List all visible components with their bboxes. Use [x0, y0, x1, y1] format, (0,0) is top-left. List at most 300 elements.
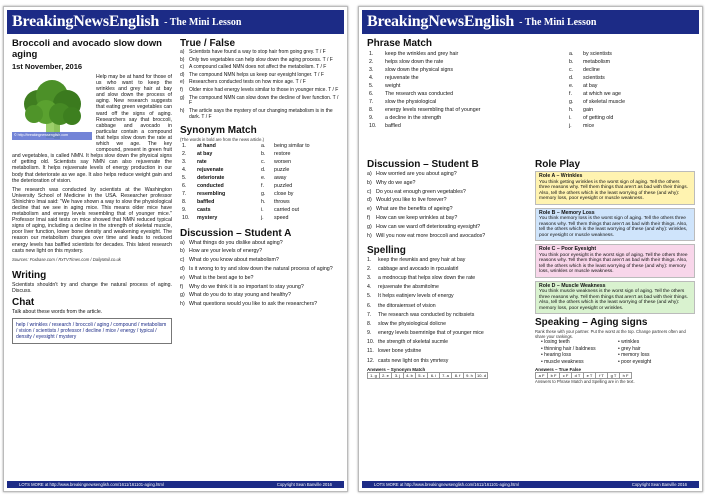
spelling-number: 9.	[367, 330, 372, 337]
speaking-list	[535, 339, 695, 365]
banner-subtitle: - The Mini Lesson	[164, 16, 242, 28]
spelling-number: 10.	[367, 339, 375, 346]
page-banner	[362, 10, 699, 34]
synonym-row	[180, 198, 312, 206]
discussion-question	[367, 189, 527, 195]
tf-item	[180, 50, 340, 56]
synonym-row	[180, 206, 312, 214]
tf-letter: c)	[180, 64, 185, 71]
question-text: How can we ward off deteriorating eyesight?	[376, 223, 481, 230]
spelling-phrase: cabbage and avocado in rpcualatirl	[378, 265, 459, 272]
question-text: What do you know about metabolism?	[189, 257, 279, 264]
tf-item	[180, 80, 340, 86]
question-text: Why do we think it is so important to stay young?	[189, 283, 304, 290]
phrase-number: 4.	[369, 75, 374, 81]
spelling-number: 4.	[367, 284, 372, 291]
page-banner	[7, 10, 344, 34]
question-letter: b)	[367, 179, 372, 186]
question-letter: b)	[180, 248, 185, 255]
spelling-phrase: the strength of skeletal sucmle	[378, 339, 449, 346]
phrase-number: 3.	[369, 67, 374, 73]
answer-cell: 2. e	[380, 372, 392, 378]
phrase-end: scientists	[583, 75, 605, 81]
footer-link[interactable]: LOTS MORE at http://www.breakingnewsenglish.com/1611/161101-aging.html	[19, 482, 164, 487]
phrase-start: rejuvenate the	[385, 75, 419, 81]
synonym-number: 1.	[182, 142, 187, 149]
tf-item	[180, 88, 340, 94]
answer-cell: 10. d	[477, 372, 486, 378]
synonym-letter: g.	[261, 190, 266, 197]
synonym-meaning: being similar to	[274, 142, 310, 149]
synonym-word: at bay	[197, 150, 213, 157]
chat-instruction: Talk about these words from the article.	[12, 308, 103, 315]
spelling-item	[367, 303, 527, 309]
answer-cell: 9. h	[464, 372, 476, 378]
answer-cell: 1. g	[368, 372, 380, 378]
discussion-b-list	[367, 171, 527, 239]
spelling-item	[367, 330, 527, 336]
synonym-number: 7.	[182, 190, 187, 197]
question-letter: e)	[367, 206, 372, 213]
tf-statement: A compound called NMN does not affect the metabolism. T / F	[189, 64, 327, 71]
synonym-number: 2.	[182, 150, 187, 157]
spelling-item	[367, 339, 527, 345]
phrase-end: mice	[583, 123, 595, 129]
discussion-question	[180, 266, 340, 272]
question-text: Why do we age?	[376, 179, 416, 186]
exercise-column	[180, 38, 340, 310]
phrase-letter: b.	[569, 59, 574, 65]
synonym-meaning: throws	[274, 198, 290, 205]
discussion-question	[180, 284, 340, 290]
answer-cell: f T	[596, 373, 608, 379]
article-column	[12, 38, 172, 344]
tf-item	[180, 73, 340, 79]
answer-cell: a F	[536, 373, 548, 379]
synonym-row	[180, 166, 312, 174]
synonym-match-heading: Synonym Match	[180, 124, 257, 136]
article-paragraph-1: Help may be at hand for those of us who want to keep the wrinkles and grey hair at bay and slow down the process of aging. New research suggests that eating green vegetables can ward off the signs of aging. Researchers say that broccoli, cabbage and avocado in particular contain a compound that helps slow down the rate at which we age. The key compound, present in green fruit and vegetables, is called NMN. It helps slow down the physical signs of getting old. Scientists say NMN can also rejuvenate the metabolism. It helps rejuvenate levels of energy production in our body that deteriorate as we age. It also helps reduce weight gain and the deterioration of vision.	[12, 74, 172, 184]
discussion-a-list	[180, 240, 340, 308]
brand-title: BreakingNewsEnglish	[367, 13, 515, 30]
question-text: Will you now eat more broccoli and avocados?	[376, 232, 486, 239]
tf-item	[180, 65, 340, 71]
discussion-question	[367, 180, 527, 186]
phrase-start: The research was conducted	[385, 91, 454, 97]
discussion-question	[367, 171, 527, 177]
answer-row	[368, 372, 488, 378]
synonym-word: baffled	[197, 198, 215, 205]
role-card	[535, 171, 695, 205]
answer-cell: 6. i	[428, 372, 440, 378]
synonym-number: 4.	[182, 166, 187, 173]
banner-subtitle: - The Mini Lesson	[519, 16, 597, 28]
article-sources: Sources: Foxbase.com / RxTVTimes.com / DailyMail.co.uk	[12, 256, 121, 262]
synonym-number: 6.	[182, 182, 187, 189]
phrase-number: 9.	[369, 115, 374, 121]
discussion-question	[180, 275, 340, 281]
synonym-word: conducted	[197, 182, 224, 189]
synonym-number: 8.	[182, 198, 187, 205]
synonym-row	[180, 142, 312, 150]
discussion-question	[180, 301, 340, 307]
tf-statement: The compound NMN helps us keep our eyesight longer. T / F	[189, 71, 324, 78]
discussion-question	[367, 206, 527, 212]
phrase-row	[367, 98, 695, 106]
answer-cell: g T	[608, 373, 620, 379]
phrase-start: baffled	[385, 123, 401, 129]
answer-cell: c F	[560, 373, 572, 379]
tf-letter: h)	[180, 107, 185, 114]
synonym-letter: j.	[261, 214, 264, 221]
phrase-letter: d.	[569, 75, 574, 81]
synonym-row	[180, 214, 312, 222]
spelling-number: 6.	[367, 302, 372, 309]
tf-letter: e)	[180, 79, 185, 86]
spelling-number: 12.	[367, 357, 375, 364]
question-letter: c)	[367, 188, 372, 195]
spelling-item	[367, 321, 527, 327]
spelling-phrase: rejuvenate the absmitolme	[378, 284, 439, 291]
phrase-number: 7.	[369, 99, 374, 105]
phrase-start: slow the physiological	[385, 99, 437, 105]
role-play-heading: Role Play	[535, 159, 581, 170]
spelling-phrase: It helps eatinjerv levels of energy	[378, 293, 454, 300]
synonym-letter: h.	[261, 198, 266, 205]
phrase-row	[367, 50, 695, 58]
synonym-letter: c.	[261, 158, 266, 165]
phrase-letter: f.	[569, 91, 572, 97]
spelling-heading: Spelling	[367, 244, 406, 256]
spelling-phrase: energy levels bsemrinlge that of younger mice	[378, 330, 484, 337]
tf-letter: g)	[180, 94, 185, 101]
writing-heading: Writing	[12, 269, 47, 281]
phrase-end: of getting old	[583, 115, 614, 121]
true-false-list	[180, 50, 340, 121]
page-footer	[7, 481, 344, 488]
synonym-row	[180, 182, 312, 190]
question-text: What questions would you like to ask the researchers?	[189, 301, 318, 308]
phrase-number: 6.	[369, 91, 374, 97]
question-text: Do you eat enough green vegetables?	[376, 188, 466, 195]
synonym-letter: e.	[261, 174, 266, 181]
synonym-meaning: carried out	[274, 206, 300, 213]
answer-cell: 5. c	[416, 372, 428, 378]
question-letter: a)	[180, 239, 185, 246]
spelling-item	[367, 312, 527, 318]
spelling-item	[367, 358, 527, 364]
question-letter: f)	[367, 214, 371, 221]
phrase-letter: c.	[569, 67, 574, 73]
synonym-number: 9.	[182, 206, 187, 213]
question-letter: h)	[180, 301, 185, 308]
spelling-phrase: a modnocup that helps slow down the rate	[378, 274, 476, 281]
speaking-heading: Speaking – Aging signs	[535, 317, 648, 328]
tf-item	[180, 109, 340, 121]
synonym-letter: b.	[261, 150, 266, 157]
footer-copyright: Copyright Sean Banville 2016	[631, 482, 687, 487]
tf-statement: Scientists have found a way to stop hair from going grey. T / F	[189, 49, 326, 55]
discussion-b-heading: Discussion – Student B	[367, 159, 479, 170]
article-paragraph-2: The research was conducted by scientists at the Washington University School of Medicine in the USA. Researcher professor Shinichiro Imai said: "We have shown a way to slow the physiological decline that we see in aging mice. This means older mice have metabolism and energy levels resembling that of younger mice." Professor Imai said tests on mice showed that NMN reduced typical signs of aging, including a decline in the strength of skeletal muscle, poor liver function, lower bone density and weakening eyesight. The reason our metabolism changes over time and leads to reduced energy levels has baffled scientists for decades. This latest research casts new light on this mystery.	[12, 186, 172, 254]
phrase-start: keep the wrinkles and grey hair	[385, 51, 459, 57]
question-letter: f)	[180, 283, 184, 290]
phrase-row	[367, 114, 695, 122]
question-text: Is it wrong to try and slow down the natural process of aging?	[189, 265, 333, 272]
speaking-item: • grey hair	[618, 346, 695, 353]
answer-cell: 7. a	[440, 372, 452, 378]
phrase-end: of skeletal muscle	[583, 99, 626, 105]
synonym-word: at hand	[197, 142, 216, 149]
role-card-title: Role D – Muscle Weakness	[539, 282, 606, 289]
question-text: How can we keep wrinkles at bay?	[376, 214, 458, 221]
discussion-question	[180, 240, 340, 246]
phrase-start: weight	[385, 83, 401, 89]
question-letter: g)	[180, 292, 185, 299]
phrase-match-section	[367, 38, 695, 130]
spelling-phrase: slow the physiological dolicne	[378, 320, 447, 327]
discussion-a-heading: Discussion – Student A	[180, 227, 292, 239]
phrase-number: 2.	[369, 59, 374, 65]
page-footer	[362, 481, 699, 488]
footer-copyright: Copyright Sean Banville 2016	[276, 482, 332, 487]
page-one	[3, 6, 348, 492]
synonym-word: resembling	[197, 190, 226, 197]
tf-letter: a)	[180, 49, 185, 55]
role-play-cards	[535, 171, 695, 314]
phrase-start: slow down the physical signs	[385, 67, 454, 73]
phrase-letter: i.	[569, 115, 572, 121]
answers-synonym-heading: Answers – Synonym Match	[367, 366, 426, 372]
synonym-meaning: puzzled	[274, 182, 293, 189]
synonym-meaning: worsen	[274, 158, 292, 165]
question-text: What do you do to stay young and healthy?	[189, 292, 291, 299]
synonym-letter: a.	[261, 142, 266, 149]
discussion-question	[180, 248, 340, 254]
phrase-number: 5.	[369, 83, 374, 89]
spelling-number: 8.	[367, 320, 372, 327]
page-two	[358, 6, 703, 492]
spelling-phrase: casts new light on this ymrtesy	[378, 357, 449, 364]
phrase-end: at which we age	[583, 91, 621, 97]
answer-cell: 3. j	[392, 372, 404, 378]
role-card	[535, 244, 695, 278]
article-title: Broccoli and avocado slow down aging	[12, 38, 162, 60]
phrase-start: helps slow down the rate	[385, 59, 444, 65]
question-letter: d)	[367, 197, 372, 204]
synonym-letter: i.	[261, 206, 264, 213]
true-false-heading: True / False	[180, 38, 236, 49]
phrase-row	[367, 122, 695, 130]
spelling-item	[367, 266, 527, 272]
spelling-number: 11.	[367, 348, 374, 355]
discussion-question	[367, 197, 527, 203]
speaking-item: • hearing loss	[541, 352, 618, 359]
image-caption: © http://breakingnewsenglish.com	[14, 133, 68, 137]
question-text: How worried are you about aging?	[376, 171, 457, 177]
phrase-end: by scientists	[583, 51, 612, 57]
speaking-instructions: Rank these with your partner. Put the worst at the top. Change partners often and share your rankings.	[535, 329, 686, 339]
spelling-item	[367, 293, 527, 299]
tf-statement: The article says the mystery of our changing metabolism is in the dark. T / F	[189, 107, 333, 120]
role-card-text: You think poor eyesight is the worst sign of aging. Tell the others three reasons why. Tell them things that aren't as bad with their things. Also, tell the others which is the least worrying of these (and why): memory loss, wrinkles or muscle weakness.	[539, 252, 688, 274]
question-text: How are your levels of energy?	[189, 248, 263, 255]
role-card	[535, 208, 695, 242]
speaking-item: • poor eyesight	[618, 359, 695, 366]
spelling-phrase: the ditoraiernset of vision	[378, 302, 436, 309]
question-text: What things do you dislike about aging?	[189, 239, 283, 246]
role-card-title: Role A – Wrinkles	[539, 173, 583, 179]
tf-statement: Researchers conducted tests on how mice age. T / F	[189, 79, 306, 86]
phrase-number: 10.	[369, 123, 377, 129]
discussion-question	[367, 215, 527, 221]
answer-row	[536, 373, 632, 379]
phrase-row	[367, 66, 695, 74]
chat-heading: Chat	[12, 296, 35, 308]
answer-cell: b F	[548, 373, 560, 379]
phrase-match-heading: Phrase Match	[367, 38, 433, 49]
question-letter: h)	[367, 232, 372, 239]
tf-statement: Only two vegetables can help slow down the aging process. T / F	[189, 56, 333, 63]
synonym-word: rejuvenate	[197, 166, 224, 173]
broccoli-image	[12, 74, 92, 146]
question-text: Would you like to live forever?	[376, 197, 447, 204]
synonym-number: 10.	[182, 214, 190, 221]
question-letter: g)	[367, 223, 372, 230]
tf-statement: The compound NMN can slow down the decline of liver function. T / F	[189, 94, 339, 107]
answers-tf-grid	[535, 372, 632, 379]
question-text: What are the benefits of ageing?	[376, 206, 453, 213]
speaking-item: • muscle weakness	[541, 359, 618, 366]
synonym-word: deteriorate	[197, 174, 225, 181]
article-body	[12, 74, 172, 262]
synonym-meaning: away	[274, 174, 287, 181]
article-date: 1st November, 2016	[12, 62, 83, 71]
phrase-number: 1.	[369, 51, 374, 57]
chat-word-box: help / wrinkles / research / broccoli / aging / compound / metabolism / vision / scientists / professor / decline / mice / energy / typical / density / eyesight / mystery	[12, 318, 172, 344]
answer-cell: 8. f	[452, 372, 464, 378]
footer-link[interactable]: LOTS MORE at http://www.breakingnewsenglish.com/1611/161101-aging.html	[374, 482, 519, 487]
role-card-title: Role B – Memory Loss	[539, 209, 595, 216]
synonym-letter: d.	[261, 166, 266, 173]
answer-cell: d T	[572, 373, 584, 379]
spelling-phrase: The research was conducted by ncitssiets	[378, 311, 475, 318]
speaking-item: • thinning hair / baldness	[541, 346, 618, 353]
phrase-end: metabolism	[583, 59, 611, 65]
phrase-letter: g.	[569, 99, 574, 105]
answer-cell: 4. b	[404, 372, 416, 378]
question-letter: c)	[180, 257, 185, 264]
answer-cell: h F	[620, 373, 632, 379]
synonym-word: mystery	[197, 214, 218, 221]
phrase-end: gain	[583, 107, 594, 113]
question-letter: d)	[180, 265, 185, 272]
spelling-item	[367, 257, 527, 263]
brand-title: BreakingNewsEnglish	[12, 13, 160, 30]
phrase-letter: j.	[569, 123, 572, 129]
phrase-start: energy levels resembling that of younger	[385, 107, 481, 113]
tf-item	[180, 58, 340, 64]
phrase-number: 8.	[369, 107, 374, 113]
spelling-list	[367, 257, 527, 364]
spelling-number: 5.	[367, 293, 372, 300]
spelling-number: 3.	[367, 274, 372, 281]
speaking-item: • memory loss	[618, 352, 695, 359]
page2-left-column	[367, 159, 527, 379]
question-letter: e)	[180, 274, 185, 281]
answer-cell: e T	[584, 373, 596, 379]
question-text: What is the best age to be?	[189, 274, 254, 281]
synonym-letter: f.	[261, 182, 264, 189]
phrase-letter: a.	[569, 51, 574, 57]
synonym-row	[180, 174, 312, 182]
answers-note: Answers to Phrase Match and Spelling are in the text.	[535, 379, 635, 384]
spelling-phrase: keep the rlewnkis and grey hair at bay	[378, 256, 466, 263]
role-card-text: You think memory loss is the worst sign of aging. Tell the others three reasons why. Tell them things that aren't as bad with their things. Also, tell the others which is the least worrying of these (and why): wrinkles, poor eyesight or muscle weakness.	[539, 216, 688, 238]
phrase-row	[367, 74, 695, 82]
role-card-text: You think getting wrinkles is the worst sign of aging. Tell the others three reasons why. Tell them things that aren't as bad with their things. Also, tell the others which is the least worrying of these (and why): memory loss, poor eyesight or muscle weakness.	[539, 179, 688, 201]
spelling-item	[367, 284, 527, 290]
speaking-item: • wrinkles	[618, 339, 695, 346]
phrase-letter: e.	[569, 83, 574, 89]
answers-synonym-grid	[367, 372, 488, 379]
spelling-item	[367, 275, 527, 281]
synonym-number: 5.	[182, 174, 187, 181]
phrase-end: at bay	[583, 83, 598, 89]
phrase-end: decline	[583, 67, 600, 73]
phrase-start: a decline in the strength	[385, 115, 442, 121]
role-card-title: Role C – Poor Eyesight	[539, 246, 597, 252]
spelling-number: 2.	[367, 265, 372, 272]
phrase-row	[367, 106, 695, 114]
page2-right-column	[535, 159, 695, 384]
speaking-item: • losing teeth	[541, 339, 618, 346]
tf-letter: d)	[180, 71, 185, 78]
phrase-row	[367, 90, 695, 98]
synonym-meaning: restore	[274, 150, 291, 157]
synonym-meaning: speed	[274, 214, 289, 221]
tf-statement: Older mice had energy levels similar to those in younger mice. T / F	[189, 86, 339, 93]
discussion-question	[180, 292, 340, 298]
spelling-phrase: lower bone ydsitne	[378, 348, 422, 355]
spelling-number: 1.	[367, 256, 372, 263]
discussion-question	[180, 257, 340, 263]
phrase-row	[367, 82, 695, 90]
synonym-meaning: close by	[274, 190, 294, 197]
question-letter: a)	[367, 171, 372, 177]
discussion-question	[367, 224, 527, 230]
synonym-meaning: puzzle	[274, 166, 290, 173]
role-card	[535, 281, 695, 315]
role-card-text: You think muscle weakness is the worst sign of aging. Tell the others three reasons why. Tell them things that aren't as bad with their things. Also, tell the others which is the least worrying of these (and why): memory loss, poor eyesight or wrinkles.	[539, 289, 688, 311]
writing-prompt: Scientists shouldn't try and change the natural process of aging. Discuss.	[12, 281, 172, 294]
synonym-word: casts	[197, 206, 211, 213]
spelling-item	[367, 348, 527, 354]
tf-item	[180, 96, 340, 108]
synonym-number: 3.	[182, 158, 187, 165]
synonym-row	[180, 158, 312, 166]
synonym-word: rate	[197, 158, 207, 165]
synonym-row	[180, 190, 312, 198]
phrase-match-table	[367, 50, 695, 130]
phrase-letter: h.	[569, 107, 574, 113]
synonym-row	[180, 150, 312, 158]
spelling-number: 7.	[367, 311, 372, 318]
tf-letter: f)	[180, 86, 184, 93]
synonym-note: (The words in bold are from the news article.)	[180, 136, 265, 142]
tf-letter: b)	[180, 56, 185, 63]
discussion-question	[367, 233, 527, 239]
